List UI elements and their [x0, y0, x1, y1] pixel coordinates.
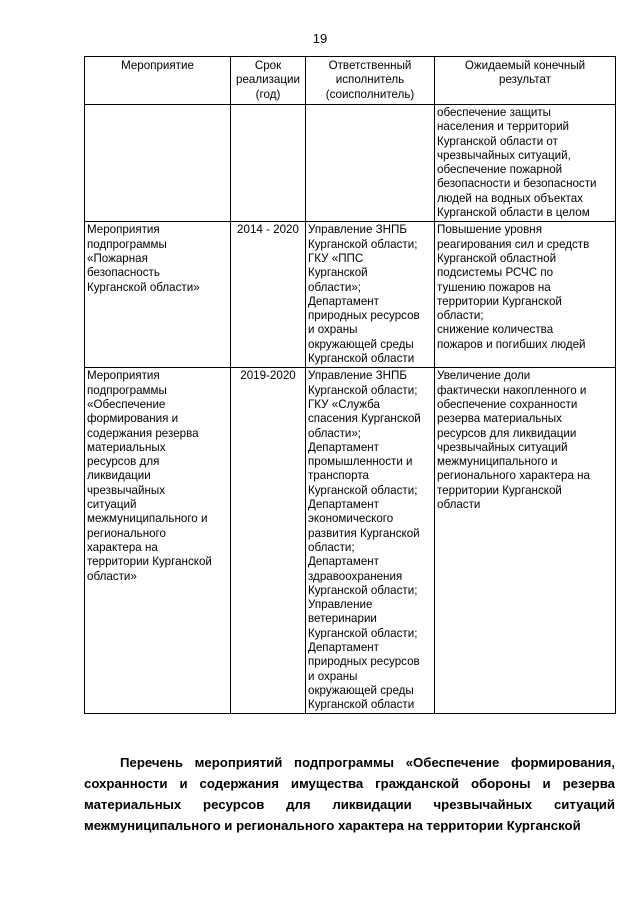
header-result: Ожидаемый конечный результат: [435, 57, 616, 105]
cell-event: [85, 105, 231, 222]
cell-executor: [306, 105, 435, 222]
cell-result: Повышение уровня реагирования сил и средств Курганской областной подсистемы РСЧС по тушению пожаров на территории Курганской области; снижение количества пожаров и погибших людей: [435, 222, 616, 368]
cell-event: Мероприятия подпрограммы «Обеспечение формирования и содержания резерва материальных ресурсов для ликвидации чрезвычайных ситуаций межмуниципального и регионального характера на территории Курганской области»: [85, 368, 231, 714]
header-executor: Ответственный исполнитель (соисполнитель): [306, 57, 435, 105]
cell-period: 2019-2020: [231, 368, 306, 714]
table-header-row: [85, 57, 616, 105]
body-paragraph: Перечень мероприятий подпрограммы «Обеспечение формирования, сохранности и содержания имущества гражданской обороны и резерва материальных ресурсов для ликвидации чрезвычайных ситуаций межмуниципального и регионального характера на территории Курганской: [84, 755, 615, 833]
table-row: [85, 105, 616, 222]
cell-period: [231, 105, 306, 222]
page-number: 19: [312, 31, 328, 46]
cell-executor: Управление ЗНПБ Курганской области; ГКУ «Служба спасения Курганской области»; Департамент промышленности и транспорта Курганской области; Департамент экономического развития Курганской области; Департамент здравоохранения Курганской области; Управление ветеринарии Курганской области; Департамент природных ресурсов и охраны окружающей среды Курганской области: [306, 368, 435, 714]
cell-result: обеспечение защиты населения и территорий Курганской области от чрезвычайных ситуаций, обеспечение пожарной безопасности и безопасности людей на водных объектах Курганской области в целом: [435, 105, 616, 222]
cell-result: Увеличение доли фактически накопленного и обеспечение сохранности резерва материальных ресурсов для ликвидации чрезвычайных ситуаций межмуниципального и регионального характера на территории Курганской области: [435, 368, 616, 714]
cell-period: 2014 - 2020: [231, 222, 306, 368]
events-table: [84, 56, 616, 714]
table-row: [85, 368, 616, 714]
table-row: [85, 222, 616, 368]
header-period: Срок реализации (год): [231, 57, 306, 105]
header-event: Мероприятие: [85, 57, 231, 105]
cell-event: Мероприятия подпрограммы «Пожарная безопасность Курганской области»: [85, 222, 231, 368]
cell-executor: Управление ЗНПБ Курганской области; ГКУ «ППС Курганской области»; Департамент природных ресурсов и охраны окружающей среды Курганской области: [306, 222, 435, 368]
